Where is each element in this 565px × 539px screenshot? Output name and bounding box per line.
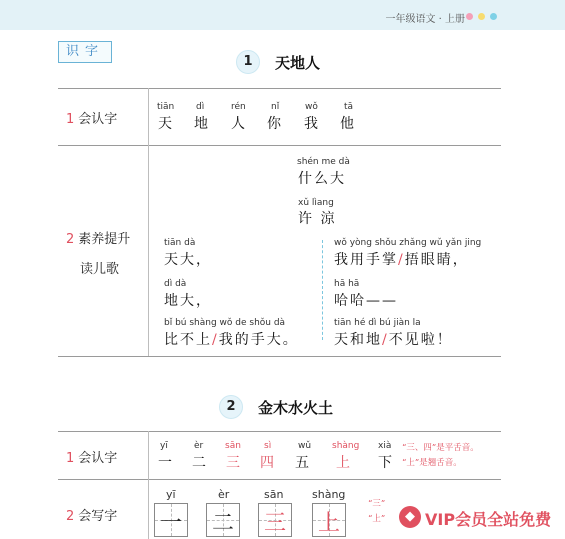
hanzi: 一	[158, 455, 174, 471]
writing-note: “三”	[368, 499, 386, 509]
poem-line: 地大，	[164, 293, 212, 309]
lesson-number: 1	[236, 50, 260, 74]
hanzi: 你	[267, 116, 283, 132]
pinyin: rén	[231, 102, 246, 112]
row-label-recognize: 1 会认字	[66, 112, 118, 127]
pinyin: sì	[264, 441, 272, 451]
hanzi: 四	[260, 455, 276, 471]
pinyin: sān	[225, 441, 241, 451]
writing-cell: 二	[206, 503, 240, 537]
hanzi: 三	[226, 455, 242, 471]
pinyin: dì	[196, 102, 205, 112]
column-separator	[322, 240, 323, 340]
vip-text: VIP会员全站免费	[425, 510, 552, 529]
lesson-number: 2	[219, 395, 243, 419]
diamond-icon: ◆	[399, 506, 421, 528]
hanzi: 二	[192, 455, 208, 471]
lesson-title: 金木水火土	[258, 399, 334, 417]
decor-dot	[466, 13, 473, 20]
pronunciation-note: “三、四”是平舌音。	[402, 443, 479, 453]
divider	[58, 356, 501, 357]
row-label-literacy: 2 素养提升	[66, 232, 131, 247]
pinyin: wǒ	[305, 102, 318, 112]
pinyin: shàng	[332, 441, 360, 451]
pinyin: hā hā	[334, 279, 360, 289]
book-header: 一年级语文 · 上册	[385, 14, 465, 25]
pinyin: èr	[194, 441, 204, 451]
pinyin: tā	[344, 102, 354, 112]
poem-line: 我用手掌/捂眼睛，	[334, 252, 469, 268]
pinyin: èr	[218, 488, 230, 501]
row-label-write: 2 会写字	[66, 509, 118, 524]
decor-dot	[490, 13, 497, 20]
column-divider	[148, 431, 149, 539]
pinyin: wǔ	[298, 441, 312, 451]
pinyin: nǐ	[271, 102, 280, 112]
poem-line: 天大，	[164, 252, 212, 268]
pinyin: xǔ lìang	[298, 198, 334, 208]
pinyin: xià	[378, 441, 392, 451]
pinyin: shàng	[312, 488, 346, 501]
hanzi: 天	[158, 116, 174, 132]
pinyin: sān	[264, 488, 284, 501]
divider	[58, 431, 501, 432]
poem-title: 什么大	[298, 171, 346, 187]
divider	[58, 479, 501, 480]
hanzi: 我	[304, 116, 320, 132]
pinyin: dì dà	[164, 279, 187, 289]
hanzi: 人	[231, 116, 247, 132]
hanzi: 地	[194, 116, 210, 132]
pinyin: yī	[166, 488, 176, 501]
column-divider	[148, 88, 149, 356]
pinyin: tiān	[157, 102, 175, 112]
row-label-recognize: 1 会认字	[66, 451, 118, 466]
decor-dot	[478, 13, 485, 20]
vip-watermark[interactable]	[393, 498, 565, 539]
writing-cell: 上	[312, 503, 346, 537]
pinyin: tiān hé dì bú jiàn la	[334, 318, 421, 328]
hanzi: 下	[378, 455, 394, 471]
pronunciation-note: “上”是翘舌音。	[402, 458, 462, 468]
writing-cell: 三	[258, 503, 292, 537]
writing-cell: 一	[154, 503, 188, 537]
lesson-title: 天地人	[275, 54, 321, 72]
divider	[58, 88, 501, 89]
poem-line: 天和地/不见啦！	[334, 332, 453, 348]
pinyin: yī	[160, 441, 168, 451]
hanzi: 五	[295, 455, 311, 471]
poem-line: 哈哈——	[334, 293, 398, 309]
pinyin: shén me dà	[297, 157, 350, 167]
poem-author: 许 涼	[298, 211, 337, 227]
pinyin: wǒ yòng shǒu zhǎng wǔ yǎn jing	[334, 238, 482, 248]
hanzi: 他	[340, 116, 356, 132]
poem-line: 比不上/我的手大。	[164, 332, 299, 348]
pinyin: bǐ bú shàng wǒ de shǒu dà	[164, 318, 286, 328]
writing-note: “上”	[368, 514, 386, 524]
sub-label-read-poem: 读儿歌	[80, 262, 120, 277]
hanzi: 上	[336, 455, 352, 471]
pinyin: tiān dà	[164, 238, 196, 248]
divider	[58, 145, 501, 146]
section-tag: 识字	[58, 41, 112, 63]
